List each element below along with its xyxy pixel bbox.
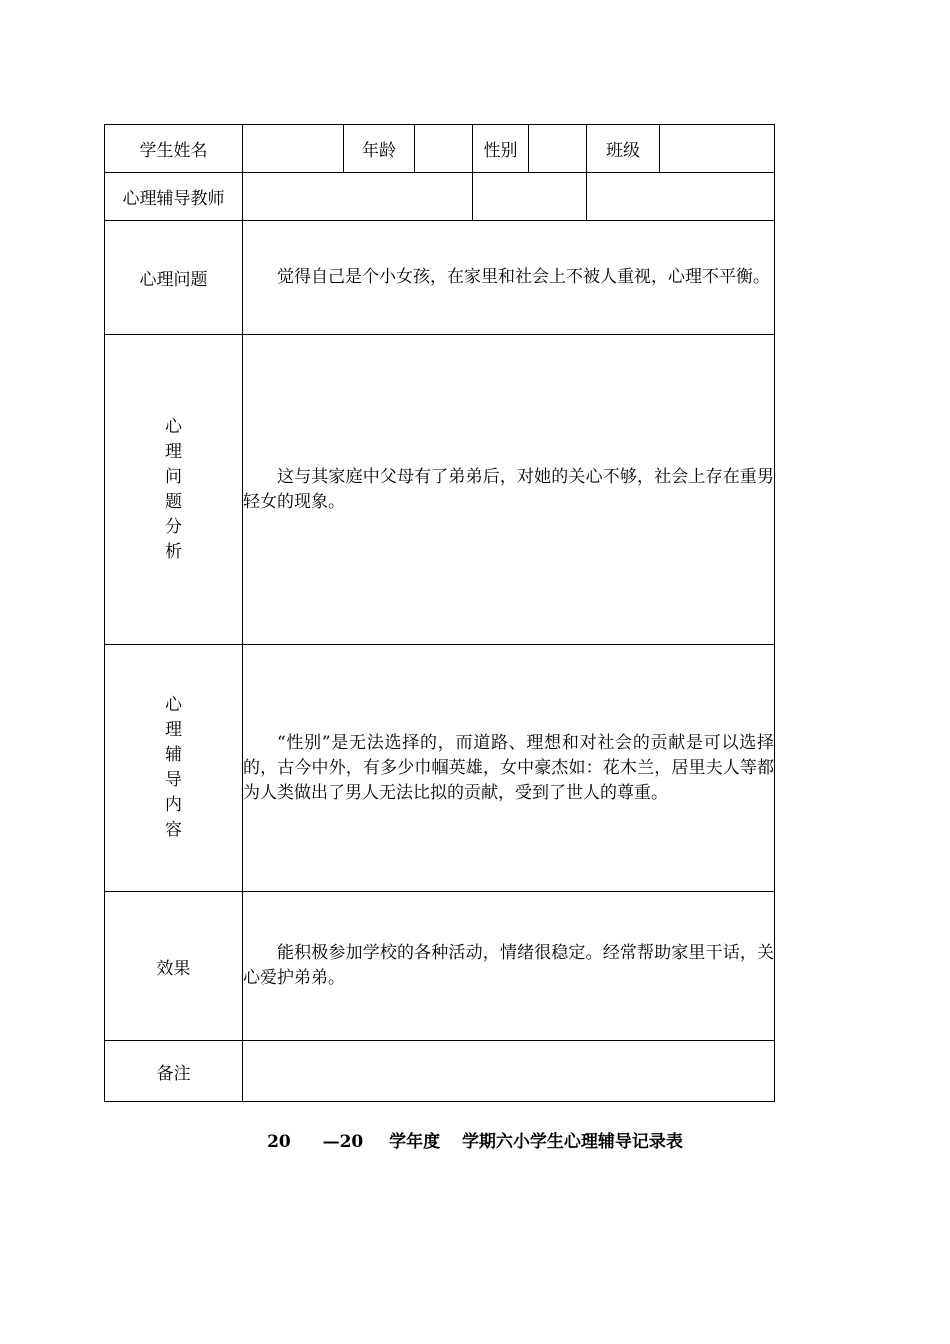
analysis-label-char: 问	[165, 466, 182, 487]
age-field[interactable]	[415, 125, 473, 173]
teacher-field[interactable]	[243, 173, 473, 221]
student-name-field[interactable]	[243, 125, 344, 173]
remarks-field[interactable]	[243, 1041, 775, 1102]
record-sheet	[104, 124, 774, 1102]
analysis-label-char: 理	[165, 441, 182, 462]
analysis-label	[105, 335, 243, 645]
remarks-label: 备注	[105, 1041, 243, 1102]
class-label: 班级	[587, 125, 660, 173]
counseling-record-table	[104, 124, 775, 1102]
table-row-teacher	[105, 173, 775, 221]
gender-label: 性别	[473, 125, 529, 173]
analysis-label-char: 心	[165, 416, 182, 437]
content-label-char: 理	[165, 720, 182, 740]
problem-label: 心理问题	[105, 221, 243, 335]
analysis-label-char: 分	[165, 516, 182, 537]
effect-text: 能积极参加学校的各种活动，情绪很稳定。经常帮助家里干话，关心爱护弟弟。	[243, 892, 775, 1041]
effect-label: 效果	[105, 892, 243, 1041]
analysis-label-char: 析	[165, 541, 182, 562]
record-title	[0, 1127, 950, 1152]
content-label-char: 辅	[165, 745, 182, 765]
student-name-label: 学生姓名	[105, 125, 243, 173]
table-row-problem	[105, 221, 775, 335]
title-text: 学期六小学生心理辅导记录表	[461, 1132, 683, 1152]
content-label-char: 内	[165, 795, 182, 815]
table-row-analysis	[105, 335, 775, 645]
class-field[interactable]	[660, 125, 775, 173]
analysis-text: 这与其家庭中父母有了弟弟后，对她的关心不够，社会上存在重男轻女的现象。	[243, 335, 775, 645]
table-row-remarks	[105, 1041, 775, 1102]
age-label: 年龄	[344, 125, 415, 173]
year-end: —20	[322, 1132, 364, 1152]
content-text: “性别”是无法选择的，而道路、理想和对社会的贡献是可以选择的，古今中外，有多少巾帼英雄，女中豪杰如：花木兰，居里夫人等都为人类做出了男人无法比拟的贡献，受到了世人的尊重。	[243, 645, 775, 892]
problem-text: 觉得自己是个小女孩，在家里和社会上不被人重视，心理不平衡。	[243, 221, 775, 335]
content-label	[105, 645, 243, 892]
content-label-char: 容	[165, 820, 182, 840]
content-label-char: 导	[165, 770, 182, 790]
teacher-label: 心理辅导教师	[105, 173, 243, 221]
table-row-effect	[105, 892, 775, 1041]
year-start: 20	[267, 1132, 291, 1152]
analysis-label-char: 题	[165, 491, 182, 512]
gender-field[interactable]	[529, 125, 587, 173]
table-row-basic-info	[105, 125, 775, 173]
table-row-content	[105, 645, 775, 892]
content-label-char: 心	[165, 695, 182, 715]
teacher-extra-field-2[interactable]	[587, 173, 775, 221]
school-year-label: 学年度	[389, 1132, 441, 1152]
teacher-extra-field-1[interactable]	[473, 173, 587, 221]
